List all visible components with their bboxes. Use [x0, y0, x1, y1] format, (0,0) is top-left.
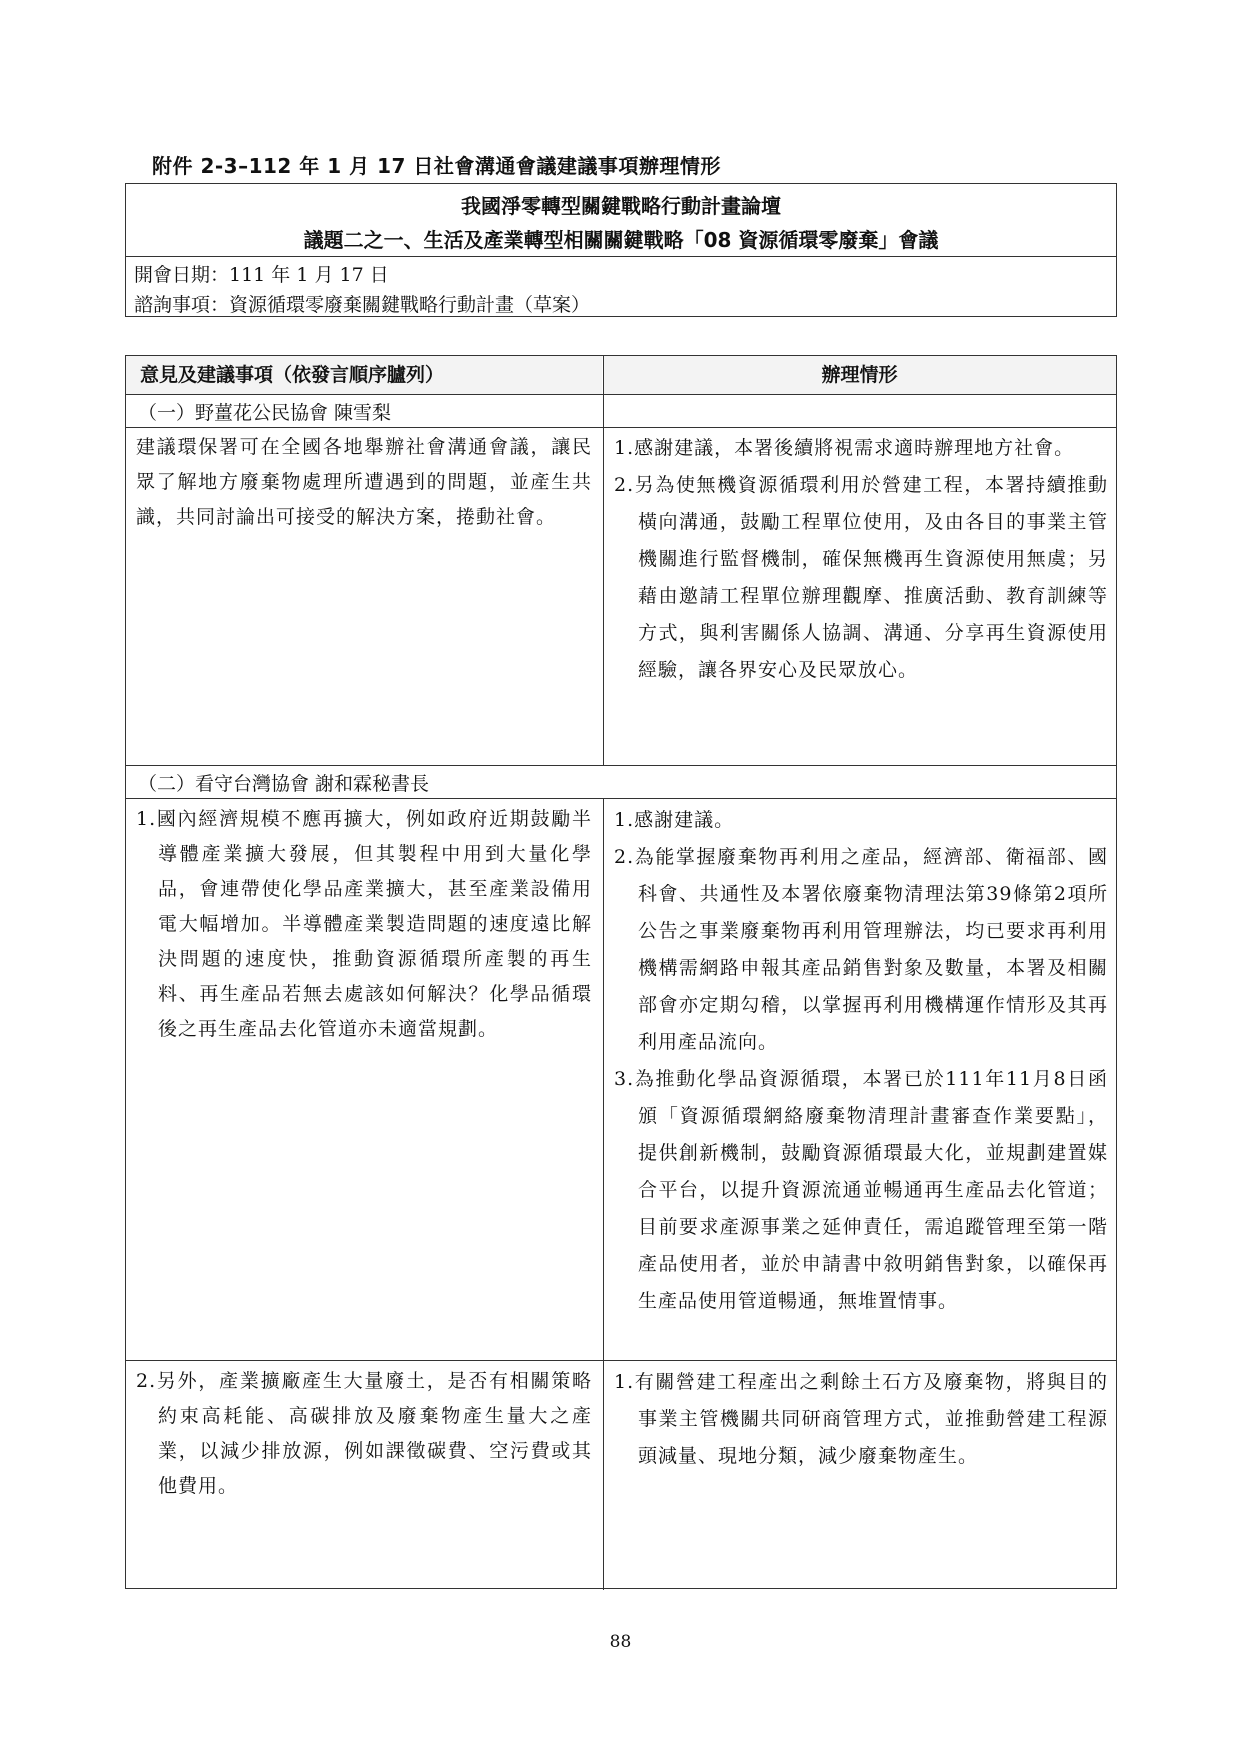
meeting-date: 開會日期：111 年 1 月 17 日: [134, 264, 389, 286]
column-header-handling: 辦理情形: [603, 356, 1116, 394]
response-cell: [614, 802, 1108, 1320]
page-number: 88: [609, 1632, 632, 1652]
header-divider: [126, 256, 1116, 257]
response-item: 1.感謝建議。: [614, 809, 735, 831]
response-item: 2.另為使無機資源循環利用於營建工程，本署持續推動橫向溝通，鼓勵工程單位使用，及由各目的事業主管機關進行監督機制，確保無機再生資源使用無虞；另藉由邀請工程單位辦理觀摩、推廣活動、教育訓練等方式，與利害關係人協調、溝通、分享再生資源使用經驗，讓各界安心及民眾放心。: [614, 474, 1108, 681]
document-title: 附件 2-3–112 年 1 月 17 日社會溝通會議建議事項辦理情形: [152, 154, 721, 178]
opinions-table: [125, 355, 1117, 1589]
row-divider: [126, 1360, 1116, 1361]
row-divider: [126, 798, 1116, 799]
meeting-header-box: [125, 183, 1117, 317]
session-title: 議題二之一、生活及產業轉型相關關鍵戰略「08 資源循環零廢棄」會議: [303, 228, 939, 252]
response-cell: [614, 1364, 1108, 1475]
opinion-cell: 2.另外，產業擴廠產生大量廢土，是否有相關策略約束高耗能、高碳排放及廢棄物產生量大之產業，以減少排放源，例如課徵碳費、空污費或其他費用。: [136, 1370, 592, 1497]
response-item: 1.有關營建工程產出之剩餘土石方及廢棄物，將與目的事業主管機關共同研商管理方式，並推動營建工程源頭減量、現地分類，減少廢棄物產生。: [614, 1371, 1108, 1467]
opinion-cell: 建議環保署可在全國各地舉辦社會溝通會議，讓民眾了解地方廢棄物處理所遭遇到的問題，並產生共識，共同討論出可接受的解決方案，捲動社會。: [136, 436, 592, 528]
response-item: 2.為能掌握廢棄物再利用之產品，經濟部、衛福部、國科會、共通性及本署依廢棄物清理法第39條第2項所公告之事業廢棄物再利用管理辦法，均已要求再利用機構需網路申報其產品銷售對象及數量，本署及相關部會亦定期勾稽，以掌握再利用機構運作情形及其再利用產品流向。: [614, 846, 1108, 1053]
column-divider: [603, 427, 604, 765]
response-cell: [614, 430, 1108, 689]
response-item: 3.為推動化學品資源循環，本署已於111年11月8日函頒「資源循環網絡廢棄物清理計畫審查作業要點」，提供創新機制，鼓勵資源循環最大化，並規劃建置媒合平台，以提升資源流通並暢通再生產品去化管道；目前要求產源事業之延伸責任，需追蹤管理至第一階產品使用者，並於申請書中敘明銷售對象，以確保再生產品使用管道暢通，無堆置情事。: [614, 1068, 1108, 1312]
forum-title: 我國淨零轉型關鍵戰略行動計畫論壇: [461, 194, 781, 218]
group-label: （一）野薑花公民協會 陳雪梨: [138, 402, 392, 424]
row-divider: [126, 394, 1116, 395]
consultation-item: 諮詢事項：資源循環零廢棄關鍵戰略行動計畫（草案）: [134, 294, 591, 316]
group-label: （二）看守台灣協會 謝和霖秘書長: [138, 773, 430, 795]
column-divider: [603, 798, 604, 1590]
row-divider: [126, 427, 1116, 428]
response-item: 1.感謝建議，本署後續將視需求適時辦理地方社會。: [614, 437, 1075, 459]
row-divider: [126, 765, 1116, 766]
opinion-cell: 1.國內經濟規模不應再擴大，例如政府近期鼓勵半導體產業擴大發展，但其製程中用到大量化學品，會連帶使化學品產業擴大，甚至產業設備用電大幅增加。半導體產業製造問題的速度遠比解決問題的速度快，推動資源循環所產製的再生料、再生產品若無去處該如何解決？化學品循環後之再生產品去化管道亦未適當規劃。: [136, 808, 592, 1040]
column-header-opinions: 意見及建議事項（依發言順序臚列）: [126, 356, 602, 394]
column-divider: [603, 356, 604, 427]
